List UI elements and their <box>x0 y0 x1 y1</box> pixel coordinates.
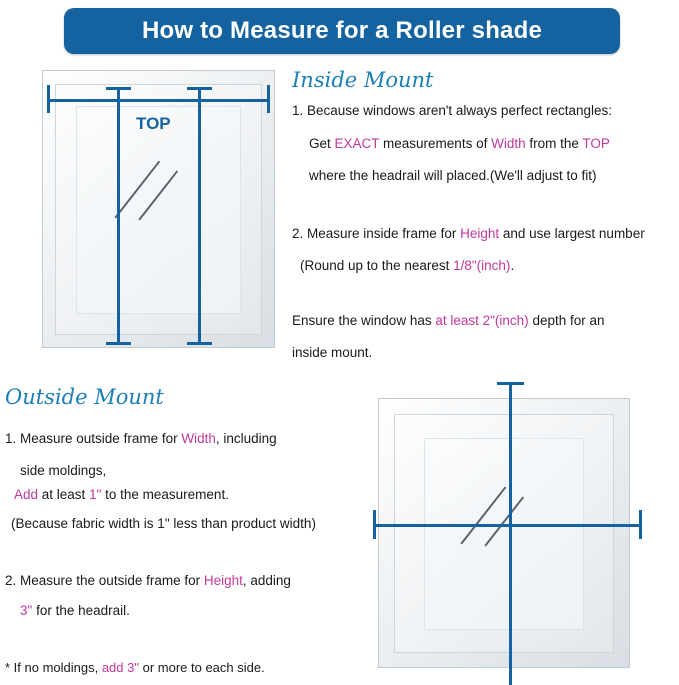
inside-width-measure-line <box>47 99 270 102</box>
text-part: * If no moldings, <box>5 660 102 675</box>
text-part: to the measurement. <box>101 487 229 502</box>
glass-highlight-icon <box>460 487 506 545</box>
text-part: side moldings, <box>20 463 107 478</box>
outside-mount-footnote <box>5 660 265 675</box>
keyword-height: Height <box>203 573 243 588</box>
text-part: or more to each side. <box>138 660 265 675</box>
text-part: , adding <box>242 573 291 588</box>
page-title-banner <box>64 8 620 54</box>
inside-width-left-cap <box>47 85 50 113</box>
outside-mount-line-4 <box>11 515 316 533</box>
text-part: inside mount. <box>292 345 373 360</box>
keyword-one-inch: 1" <box>89 487 102 502</box>
top-label: TOP <box>136 114 171 133</box>
glass-highlight-icon <box>114 161 160 219</box>
outside-mount-line-2 <box>20 462 106 480</box>
text-part: Get <box>309 136 335 151</box>
text-part: from the <box>525 136 583 151</box>
inside-mount-line-3 <box>309 167 596 185</box>
text-part: measurements of <box>379 136 492 151</box>
inside-mount-line-7 <box>292 344 372 362</box>
inside-mount-line-5 <box>300 257 514 275</box>
text-part: (Round up to the nearest <box>300 258 454 273</box>
inside-height-left-top-cap <box>106 87 131 90</box>
keyword-add: Add <box>14 487 39 502</box>
inside-mount-line-6 <box>292 312 605 330</box>
text-part: for the headrail. <box>32 603 130 618</box>
page-title: How to Measure for a Roller shade <box>141 17 543 44</box>
keyword-add-three-inch: add 3" <box>101 660 139 675</box>
text-part: and use largest number <box>499 226 645 241</box>
keyword-width: Width <box>181 431 216 446</box>
inside-width-right-cap <box>267 85 270 113</box>
text-part: where the headrail will placed.(We'll adjust to fit) <box>309 168 597 183</box>
keyword-top: TOP <box>582 136 610 151</box>
outside-width-right-cap <box>639 510 642 539</box>
outside-width-measure-line <box>373 524 642 527</box>
inside-height-measure-line-right <box>198 87 201 345</box>
outside-mount-line-1 <box>5 430 277 448</box>
window-glass <box>424 438 584 630</box>
outside-height-top-cap <box>497 382 524 385</box>
outside-width-left-cap <box>373 510 376 539</box>
inside-height-left-bottom-cap <box>106 342 131 345</box>
inside-mount-heading: Inside Mount <box>292 68 434 92</box>
text-part: 1. Because windows aren't always perfect rectangles: <box>292 103 612 118</box>
outside-mount-line-6 <box>20 602 130 620</box>
keyword-three-inch: 3" <box>20 603 33 618</box>
inside-height-right-bottom-cap <box>187 342 212 345</box>
outside-height-measure-line <box>509 382 512 685</box>
inside-height-right-top-cap <box>187 87 212 90</box>
text-part: 1. Measure outside frame for <box>5 431 182 446</box>
keyword-exact: EXACT <box>334 136 380 151</box>
text-part: 2. Measure the outside frame for <box>5 573 204 588</box>
outside-mount-line-5 <box>5 572 291 590</box>
keyword-width: Width <box>491 136 526 151</box>
keyword-eighth-inch: 1/8"(inch) <box>453 258 511 273</box>
text-part: (Because fabric width is 1" less than product width) <box>11 516 316 531</box>
inside-height-measure-line-left <box>117 87 120 345</box>
inside-mount-line-4 <box>292 225 645 243</box>
text-part: depth for an <box>528 313 605 328</box>
keyword-height: Height <box>460 226 500 241</box>
outside-mount-line-3 <box>14 486 229 504</box>
text-part: . <box>510 258 515 273</box>
text-part: at least <box>38 487 90 502</box>
text-part: , including <box>215 431 277 446</box>
window-glass <box>76 106 241 314</box>
text-part: 2. Measure inside frame for <box>292 226 461 241</box>
inside-mount-line-1 <box>292 102 612 120</box>
inside-mount-line-2 <box>309 135 610 153</box>
text-part: Ensure the window has <box>292 313 436 328</box>
keyword-min-depth: at least 2"(inch) <box>435 313 529 328</box>
outside-mount-heading: Outside Mount <box>5 385 164 409</box>
